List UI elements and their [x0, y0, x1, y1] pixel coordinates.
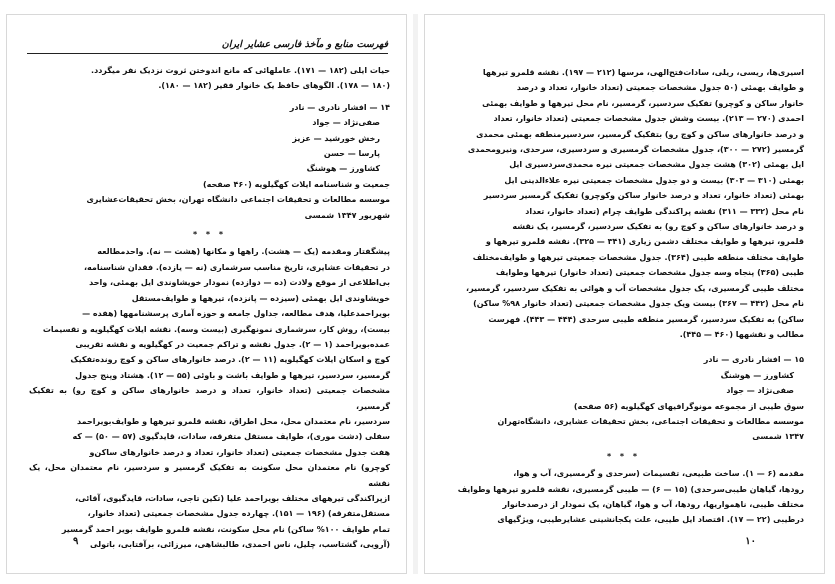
body-line: ازپراکندگی تیرههای مختلف بویراحمد علیا (تکین تاجی، سادات، قایدگیوی، آقائی،	[75, 493, 390, 503]
author-name: پارسا — حسن	[323, 149, 380, 159]
left-page	[6, 14, 407, 574]
body-line: مشخصات جمعیتی (تعداد خانوار، تعداد و درصد خانوارهای ساکن و کوچ رو) به تفکیک گرمسیر،	[29, 386, 390, 411]
page-number: ۹	[73, 536, 79, 547]
intro-line: حیات ایلی (۱۸۲ — ۱۷۱). عاملهائی که مانع اندوختن ثروت نزدیک نفر میگردد.	[91, 66, 390, 75]
body-line: خویشاوندی ایل بهمئی (سیزده — پانزده)، تیرهها و طوایف‌مستقل	[131, 293, 390, 303]
section-separator: * * *	[192, 230, 227, 240]
section-separator: * * *	[606, 451, 641, 461]
body-line: سردسیر، نام معتمدان محل، محل اطراق، نقشه قلمرو تیرهها و طوایف‌بویراحمد	[77, 416, 390, 426]
body-line: اسیری‌ها، ریسی، ریلی، سادات‌فتح‌الهی، مرسها (۲۱۲ — ۱۹۷). نقشه قلمرو تیرهها	[482, 68, 804, 77]
body-line: رودها، گیاهان طیبی‌سرحدی) (۱۵ — ۶) — طیبی گرمسیری، نقشه قلمرو تیرهها وطوایف	[457, 484, 804, 494]
page-number: ۱۰	[745, 536, 756, 547]
author-name: کشاورز — هوشنگ	[306, 164, 380, 174]
body-line: مطالب و نقشهها (۴۶۰ — ۴۴۵).	[679, 329, 804, 339]
body-line: پیشگفتار ومقدمه (یک — هشت). راهها و مکانها (هشت — نه). واحدمطالعه	[97, 247, 390, 257]
body-line: سفلی (دشت موری)، طوایف مستقل متفرقه، سادات، قایدگیوی (۵۷ — ۵۰) — که	[72, 432, 390, 442]
body-line: و طوایف بهمئی (۵۰ جدول مشخصات جمعیتی (تعداد خانوار، تعداد و درصد	[516, 83, 804, 93]
body-line: گرمسیر، سردسیر، تیرهها و طوایف باشت و باوئی (۵۵ — ۱۲). هشتاد وپنج جدول	[75, 370, 390, 380]
body-line: بی‌اطلاعی از موقع ولادت (ده — دوازده) نمودار خویشاوندی ایل بهمئی، واحد	[89, 278, 390, 288]
book-title: سوق طیبی از مجموعه مونوگرافیهای کهگیلویه (۵۶ صفحه)	[573, 401, 804, 411]
body-line: احمدی (۲۷۰ — ۲۱۳). بیست وشش جدول مشخصات جمعیتی (تعداد خانوار، تعداد	[493, 114, 804, 124]
body-line: بهمئی (تعداد خانوار، تعداد و درصد خانوار ساکن وکوچرو) تفکیک گرمسیر سردسیر	[483, 191, 804, 201]
author-name: صفی‌نژاد — جواد	[312, 118, 380, 128]
body-line: درطیبی (۲۲ — ۱۷). اقتصاد ایل طیبی، علت یکجانشینی عشایرطیبی، ویژگیهای	[497, 515, 804, 525]
body-line: در تحقیقات عشایری، تاریخ مناسب سرشماری (نه — یازده). فقدان شناسنامه،	[83, 262, 390, 272]
body-line: گرمسیر (۲۷۲ — ۳۰۰)، جدول مشخصات گرمسیری و سردسیری، سرحدی، ونیرومحمدی	[467, 145, 804, 155]
body-line: مقدمه (۶ — ۱). ساخت طبیعی، تقسیمات (سرحدی و گرمسیری، آب و هوا،	[513, 469, 804, 479]
right-page-content	[443, 65, 804, 528]
body-line: کوچرو) نام معتمدان محل سکونت به تفکیک گرمسیر و سردسیر، نام معتمدان محل، یک نقشه	[29, 463, 390, 488]
book-title: جمعیت و شناسنامه ایلات کهگیلویه (۴۶۰ صفحه)	[202, 179, 390, 189]
date-line: ۱۳۴۷ شمسی	[752, 432, 804, 442]
date-line: شهریور ۱۳۴۷ شمسی	[304, 210, 390, 220]
entry-title: ۱۵ — افشار نادری — نادر	[703, 355, 804, 365]
body-line: طوایف مختلف منطقه طیبی (۳۶۴). جدول مشخصات جمعیتی تیرهها و طوایف‌مختلف	[472, 252, 804, 262]
body-line: و درصد خانوارهای ساکن و کوچ رو) به تفکیک سردسیر، گرمسیر، یک نقشه	[512, 222, 804, 232]
body-line: (آرویی، گشتاسب، چلیل، ناس احمدی، طالبشاهی، میرزائی، برآفتابی، باتولی	[89, 540, 390, 550]
body-line: طیبی (۳۶۵) پنجاه وسه جدول مشخصات جمعیتی (تعداد خانوار) تیرهها وطوایف	[495, 268, 804, 278]
body-line: کوچ و اسکان ایلات کهگیلویه (۱۱ — ۲). درصد خانوارهای ساکن و کوچ رونده‌تفکیک	[70, 355, 390, 365]
body-line: خانوار ساکن و کوچرو) تفکیک سردسیر، گرمسیر، نام محل تیرهها و طوایف بهمئی	[482, 98, 804, 108]
author-name: کشاورز — هوشنگ	[720, 370, 794, 380]
body-line: عمده‌بویراحمد (۱ — ۲). جدول نقشه و تراکم جمعیت در کهگیلویه و نقشه تقریبی	[75, 339, 390, 349]
body-line: هفت جدول مشخصات جمعیتی (تعداد خانوار، تعداد و درصد خانوارهای ساکن‌و	[89, 447, 390, 457]
body-line: مختلف طیبی گرمسیری، یک جدول مشخصات آب و هوائی به تفکیک سردسیر، گرمسیر،	[466, 283, 804, 293]
running-head: فهرست منابع و مآخذ فارسی عشایر ایران	[27, 39, 388, 54]
publisher-line: موسسه مطالعات و تحقیقات اجتماعی، بخش تحقیقات عشایری، دانشگاه‌تهران	[497, 416, 804, 426]
book-gutter	[413, 14, 418, 574]
body-line: نام محل (۴۴۲ — ۳۶۷) بیست ویک جدول مشخصات جمعیتی (تعداد خانوار ۹۸% ساکن)	[473, 299, 804, 309]
body-line: مختلف طیبی، ناهمواریها، رودها، آب و هوا، گیاهان، یک نمودار از درصدخانوار	[502, 499, 804, 509]
body-line: ساکن) به تفکیک سردسیر، گرمسیر منطقه طیبی سرحدی (۴۴۴ — ۴۴۳). فهرست	[488, 314, 804, 324]
right-page	[424, 14, 825, 574]
body-line: بیست)، روش کار، سرشماری نمونهگیری (بیست وسه). نقشه ایلات کهگیلویه و تقسیمات	[42, 324, 390, 334]
body-line: و درصد خانوارهای ساکن و کوچ رو) بتفکیک گرمسیر، سردسیرمنطقه بهمئی محمدی	[476, 129, 804, 139]
body-line: بهمئی (۳۱۰ — ۳۰۳) بیست و دو جدول مشخصات جمعیتی نیره علاءالدینی ایل	[504, 175, 804, 185]
body-line: بویراحمدعلیا، هدف مطالعه، جداول جامعه و حوزه آماری پرسشنامهها (هفده —	[82, 309, 390, 319]
body-line: نام محل (۳۳۲ — ۳۱۱) نقشه پراکندگی طوایف چرام (تعداد خانوار، تعداد	[525, 206, 804, 216]
publisher-line: موسسه مطالعات و تحقیقات اجتماعی دانشگاه تهران، بخش تحقیقات‌عشایری	[86, 195, 390, 205]
body-line: قلمرو، تیرهها و طوایف مختلف دشمن زیاری (۳۴۱ — ۳۲۵). نقشه قلمرو تیرهها و	[485, 237, 804, 247]
body-line: تمام طوایف ۱۰۰% ساکن) نام محل سکونت، نقشه قلمرو طوایف بویر احمد گرمسیر	[61, 524, 390, 534]
body-line: ایل بهمئی (۳۰۲) هشت جدول مشخصات جمعیتی نیره محمدی‌سردسیری ایل	[509, 160, 804, 170]
body-line: مستقل‌متفرقه) (۱۹۶ — ۱۵۱). چهارده جدول مشخصات جمعیتی (تعداد خانوار،	[87, 509, 390, 519]
left-page-content	[29, 63, 390, 553]
intro-line: (۱۸۰ — ۱۷۸). الگوهای حافظ یک خانوار فقیر (۱۸۲ — ۱۸۰).	[158, 81, 390, 91]
entry-title: ۱۴ — افشار نادری — نادر	[289, 102, 390, 112]
author-name: رخش خورشید — عزیز	[292, 133, 380, 143]
author-name: صفی‌نژاد — جواد	[726, 386, 794, 396]
